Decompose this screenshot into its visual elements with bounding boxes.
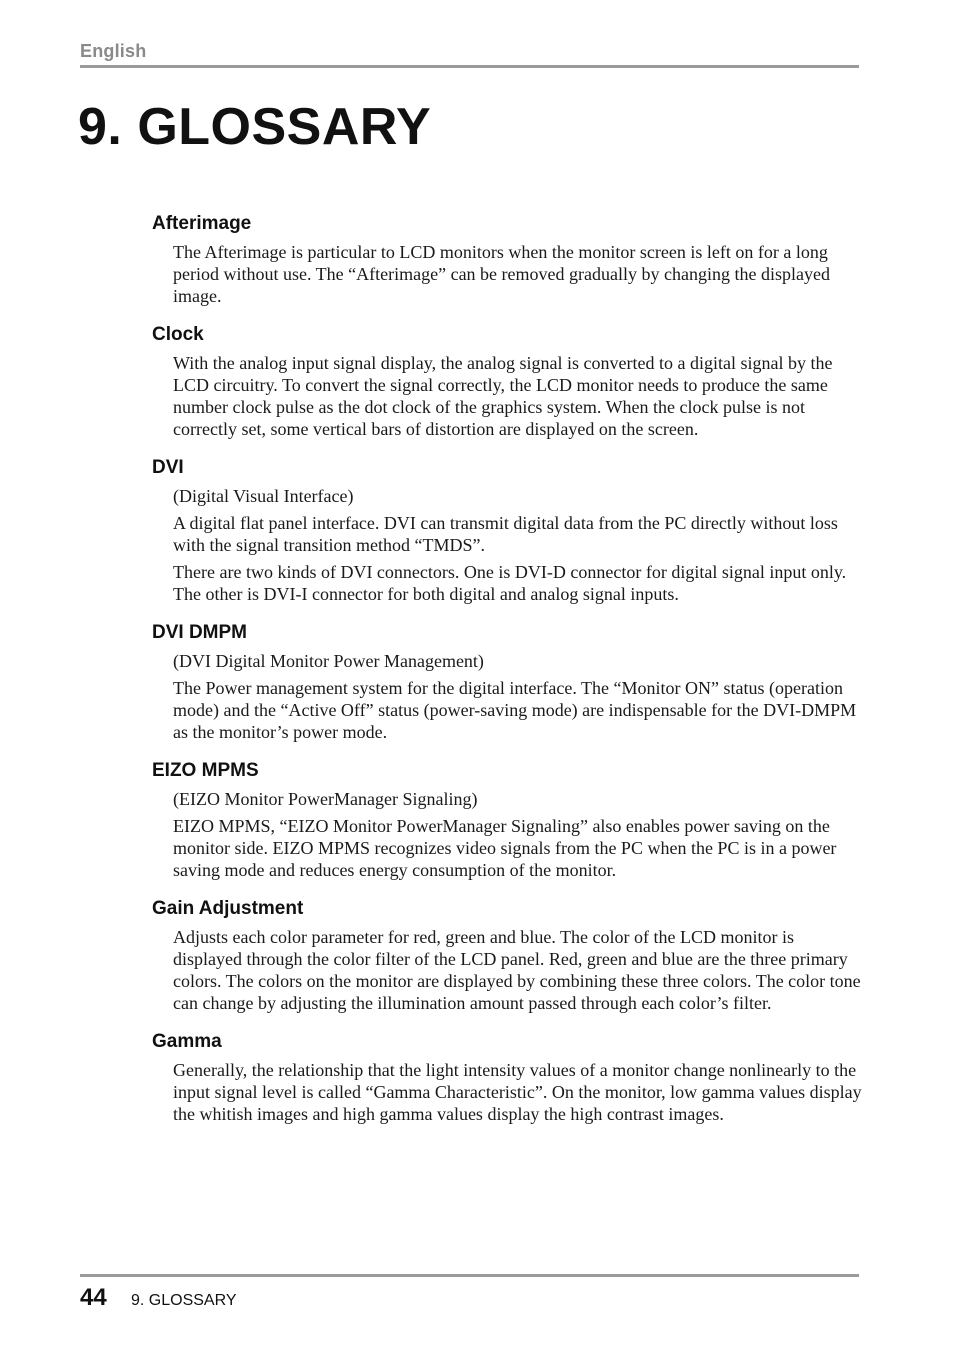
glossary-term: DVI <box>152 457 184 478</box>
glossary-list <box>152 212 864 1141</box>
glossary-term: Gamma <box>152 1031 222 1052</box>
glossary-definition: The Power management system for the digital interface. The “Monitor ON” status (operation mode) and the “Active Off” status (power-saving mode) are indispensable for the DVI-DMPM as the monitor’s power mode. <box>173 678 857 742</box>
glossary-definition: Generally, the relationship that the light intensity values of a monitor change nonlinearly to the input signal level is called “Gamma Characteristic”. On the monitor, low gamma values display the whitish images and high gamma values display the high contrast images. <box>173 1060 862 1124</box>
glossary-term: Afterimage <box>152 213 252 234</box>
glossary-definition: There are two kinds of DVI connectors. One is DVI-D connector for digital signal input only. The other is DVI-I connector for both digital and analog signal inputs. <box>173 562 847 604</box>
glossary-abbreviation: (Digital Visual Interface) <box>173 486 354 506</box>
language-label: English <box>80 41 147 61</box>
glossary-definition: The Afterimage is particular to LCD monitors when the monitor screen is left on for a long period without use. The “Afterimage” can be removed gradually by changing the displayed image. <box>173 242 830 306</box>
glossary-definition: EIZO MPMS, “EIZO Monitor PowerManager Signaling” also enables power saving on the monitor side. EIZO MPMS recognizes video signals from the PC when the PC is in a power saving mode and reduces energy consumption of the monitor. <box>173 816 837 880</box>
glossary-term: EIZO MPMS <box>152 760 259 781</box>
glossary-abbreviation: (DVI Digital Monitor Power Management) <box>173 651 484 671</box>
header-divider <box>80 65 859 68</box>
footer-divider <box>80 1274 859 1277</box>
glossary-definition: A digital flat panel interface. DVI can transmit digital data from the PC directly without loss with the signal transition method “TMDS”. <box>173 513 838 555</box>
glossary-definition: Adjusts each color parameter for red, green and blue. The color of the LCD monitor is displayed through the color filter of the LCD panel. Red, green and blue are the three primary colors. The colors on the monitor are displayed by combining these three colors. The color tone can change by adjusting the illumination amount passed through each color’s filter. <box>173 927 861 1013</box>
glossary-entry-afterimage <box>152 212 864 307</box>
glossary-abbreviation: (EIZO Monitor PowerManager Signaling) <box>173 789 478 809</box>
glossary-entry-gain-adjustment <box>152 897 864 1014</box>
glossary-definition: With the analog input signal display, the analog signal is converted to a digital signal by the LCD circuitry. To convert the signal correctly, the LCD monitor needs to produce the same number clock pulse as the dot clock of the graphics system. When the clock pulse is not correctly set, some vertical bars of distortion are displayed on the screen. <box>173 353 833 439</box>
page-number: 44 <box>80 1284 107 1311</box>
footer-section-label: 9. GLOSSARY <box>131 1292 237 1309</box>
glossary-entry-eizo-mpms <box>152 759 864 881</box>
glossary-entry-dvi <box>152 456 864 605</box>
glossary-term: Clock <box>152 324 204 345</box>
glossary-term: DVI DMPM <box>152 622 247 643</box>
glossary-entry-dvi-dmpm <box>152 621 864 743</box>
glossary-entry-gamma <box>152 1030 864 1125</box>
glossary-term: Gain Adjustment <box>152 898 304 919</box>
glossary-entry-clock <box>152 323 864 440</box>
page-title: 9. GLOSSARY <box>78 98 432 156</box>
